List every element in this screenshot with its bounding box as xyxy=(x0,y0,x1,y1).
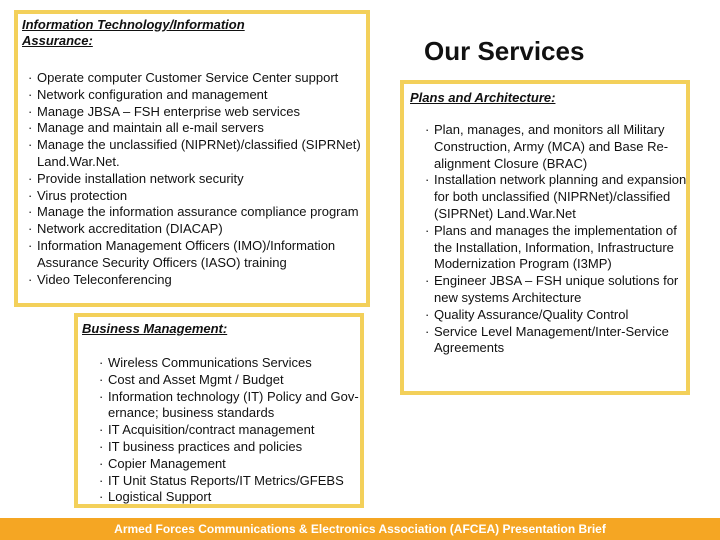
list-item xyxy=(410,307,692,324)
bullet-icon: · xyxy=(425,306,430,322)
bullet-icon: · xyxy=(28,237,33,253)
bullet-icon: · xyxy=(99,355,104,370)
list-item-text: Provide installation network security xyxy=(37,170,244,186)
list-item xyxy=(410,273,692,307)
list-item-text: Information Management Officers (IMO)/Information Assurance Security Officers (IASO) training xyxy=(37,237,336,270)
plans-architecture-list xyxy=(410,122,692,357)
list-item-text: Copier Management xyxy=(108,455,226,471)
bullet-icon: · xyxy=(28,204,33,220)
it-box-title: Information Technology/Information Assurance: xyxy=(22,17,245,48)
bullet-icon: · xyxy=(28,170,33,186)
list-item-text: Wireless Communications Services xyxy=(108,355,312,370)
plans-architecture-box xyxy=(400,80,690,395)
bullet-icon: · xyxy=(28,86,33,102)
list-item xyxy=(84,439,362,456)
bullet-icon: · xyxy=(425,273,430,289)
bullet-icon: · xyxy=(28,70,33,85)
bullet-icon: · xyxy=(99,388,104,404)
list-item-text: Plan, manages, and monitors all Military Construction, Army (MCA) and Base Re-alignment Closure (BRAC) xyxy=(434,122,669,171)
list-item-text: IT Unit Status Reports/IT Metrics/GFEBS xyxy=(108,472,344,488)
list-item-text: IT business practices and policies xyxy=(108,438,303,454)
bullet-icon: · xyxy=(99,438,104,454)
bullet-icon: · xyxy=(28,103,33,119)
list-item-text: IT Acquisition/contract management xyxy=(108,422,315,438)
bullet-icon: · xyxy=(99,455,104,471)
bullet-icon: · xyxy=(99,489,104,505)
business-management-list xyxy=(84,355,362,506)
list-item-text: Information technology (IT) Policy and Gov-ernance; business standards xyxy=(108,388,359,421)
list-item xyxy=(410,122,692,172)
pa-box-title: Plans and Architecture: xyxy=(410,90,556,105)
list-item-text: Installation network planning and expansion for both unclassified (NIPRNet)/classified (SIPRNet) Land.War.Net xyxy=(434,172,687,221)
list-item-text: Service Level Management/Inter-Service Agreements xyxy=(434,323,669,356)
list-item-text: Operate computer Customer Service Center support xyxy=(37,70,339,85)
list-item xyxy=(24,238,368,272)
list-item-text: Engineer JBSA – FSH unique solutions for new systems Architecture xyxy=(434,273,679,305)
list-item-text: Network accreditation (DIACAP) xyxy=(37,221,223,237)
list-item xyxy=(84,372,362,389)
list-item xyxy=(24,188,368,205)
bullet-icon: · xyxy=(425,172,430,188)
list-item-text: Manage and maintain all e-mail servers xyxy=(37,120,264,136)
list-item-text: Cost and Asset Mgmt / Budget xyxy=(108,371,284,387)
list-item-text: Quality Assurance/Quality Control xyxy=(434,306,629,322)
list-item-text: Manage the information assurance compliance program xyxy=(37,204,359,220)
bullet-icon: · xyxy=(425,323,430,339)
list-item xyxy=(84,355,362,372)
page-title: Our Services xyxy=(424,36,585,66)
list-item xyxy=(410,172,692,222)
list-item xyxy=(410,324,692,358)
it-services-list xyxy=(24,70,368,288)
list-item-text: Plans and manages the implementation of the Installation, Information, Infrastructure Modernization Program (I3MP) xyxy=(434,222,677,272)
bullet-icon: · xyxy=(425,122,430,137)
list-item xyxy=(410,223,692,273)
list-item xyxy=(84,456,362,473)
bullet-icon: · xyxy=(99,371,104,387)
list-item-text: Video Teleconferencing xyxy=(37,271,172,287)
list-item xyxy=(84,489,362,506)
list-item xyxy=(24,87,368,104)
list-item xyxy=(24,171,368,188)
list-item-text: Virus protection xyxy=(37,187,128,203)
bullet-icon: · xyxy=(99,472,104,488)
bullet-icon: · xyxy=(28,221,33,237)
list-item-text: Manage JBSA – FSH enterprise web services xyxy=(37,103,301,119)
list-item xyxy=(84,422,362,439)
footer-bar: Armed Forces Communications & Electronics Association (AFCEA) Presentation Brief xyxy=(0,518,720,540)
bullet-icon: · xyxy=(425,222,430,238)
list-item-text: Logistical Support xyxy=(108,489,212,505)
list-item xyxy=(24,104,368,121)
list-item-text: Manage the unclassified (NIPRNet)/classified (SIPRNet) Land.War.Net. xyxy=(37,137,361,169)
bm-box-title: Business Management: xyxy=(82,321,228,336)
bullet-icon: · xyxy=(28,137,33,153)
list-item xyxy=(24,204,368,221)
list-item xyxy=(24,221,368,238)
bullet-icon: · xyxy=(28,120,33,136)
list-item xyxy=(84,389,362,423)
it-services-box xyxy=(14,10,370,307)
list-item xyxy=(84,473,362,490)
list-item xyxy=(24,272,368,289)
list-item-text: Network configuration and management xyxy=(37,86,268,102)
business-management-box xyxy=(74,313,364,508)
list-item xyxy=(24,70,368,87)
bullet-icon: · xyxy=(28,187,33,203)
bullet-icon: · xyxy=(28,271,33,287)
list-item xyxy=(24,120,368,137)
list-item xyxy=(24,137,368,171)
bullet-icon: · xyxy=(99,422,104,438)
